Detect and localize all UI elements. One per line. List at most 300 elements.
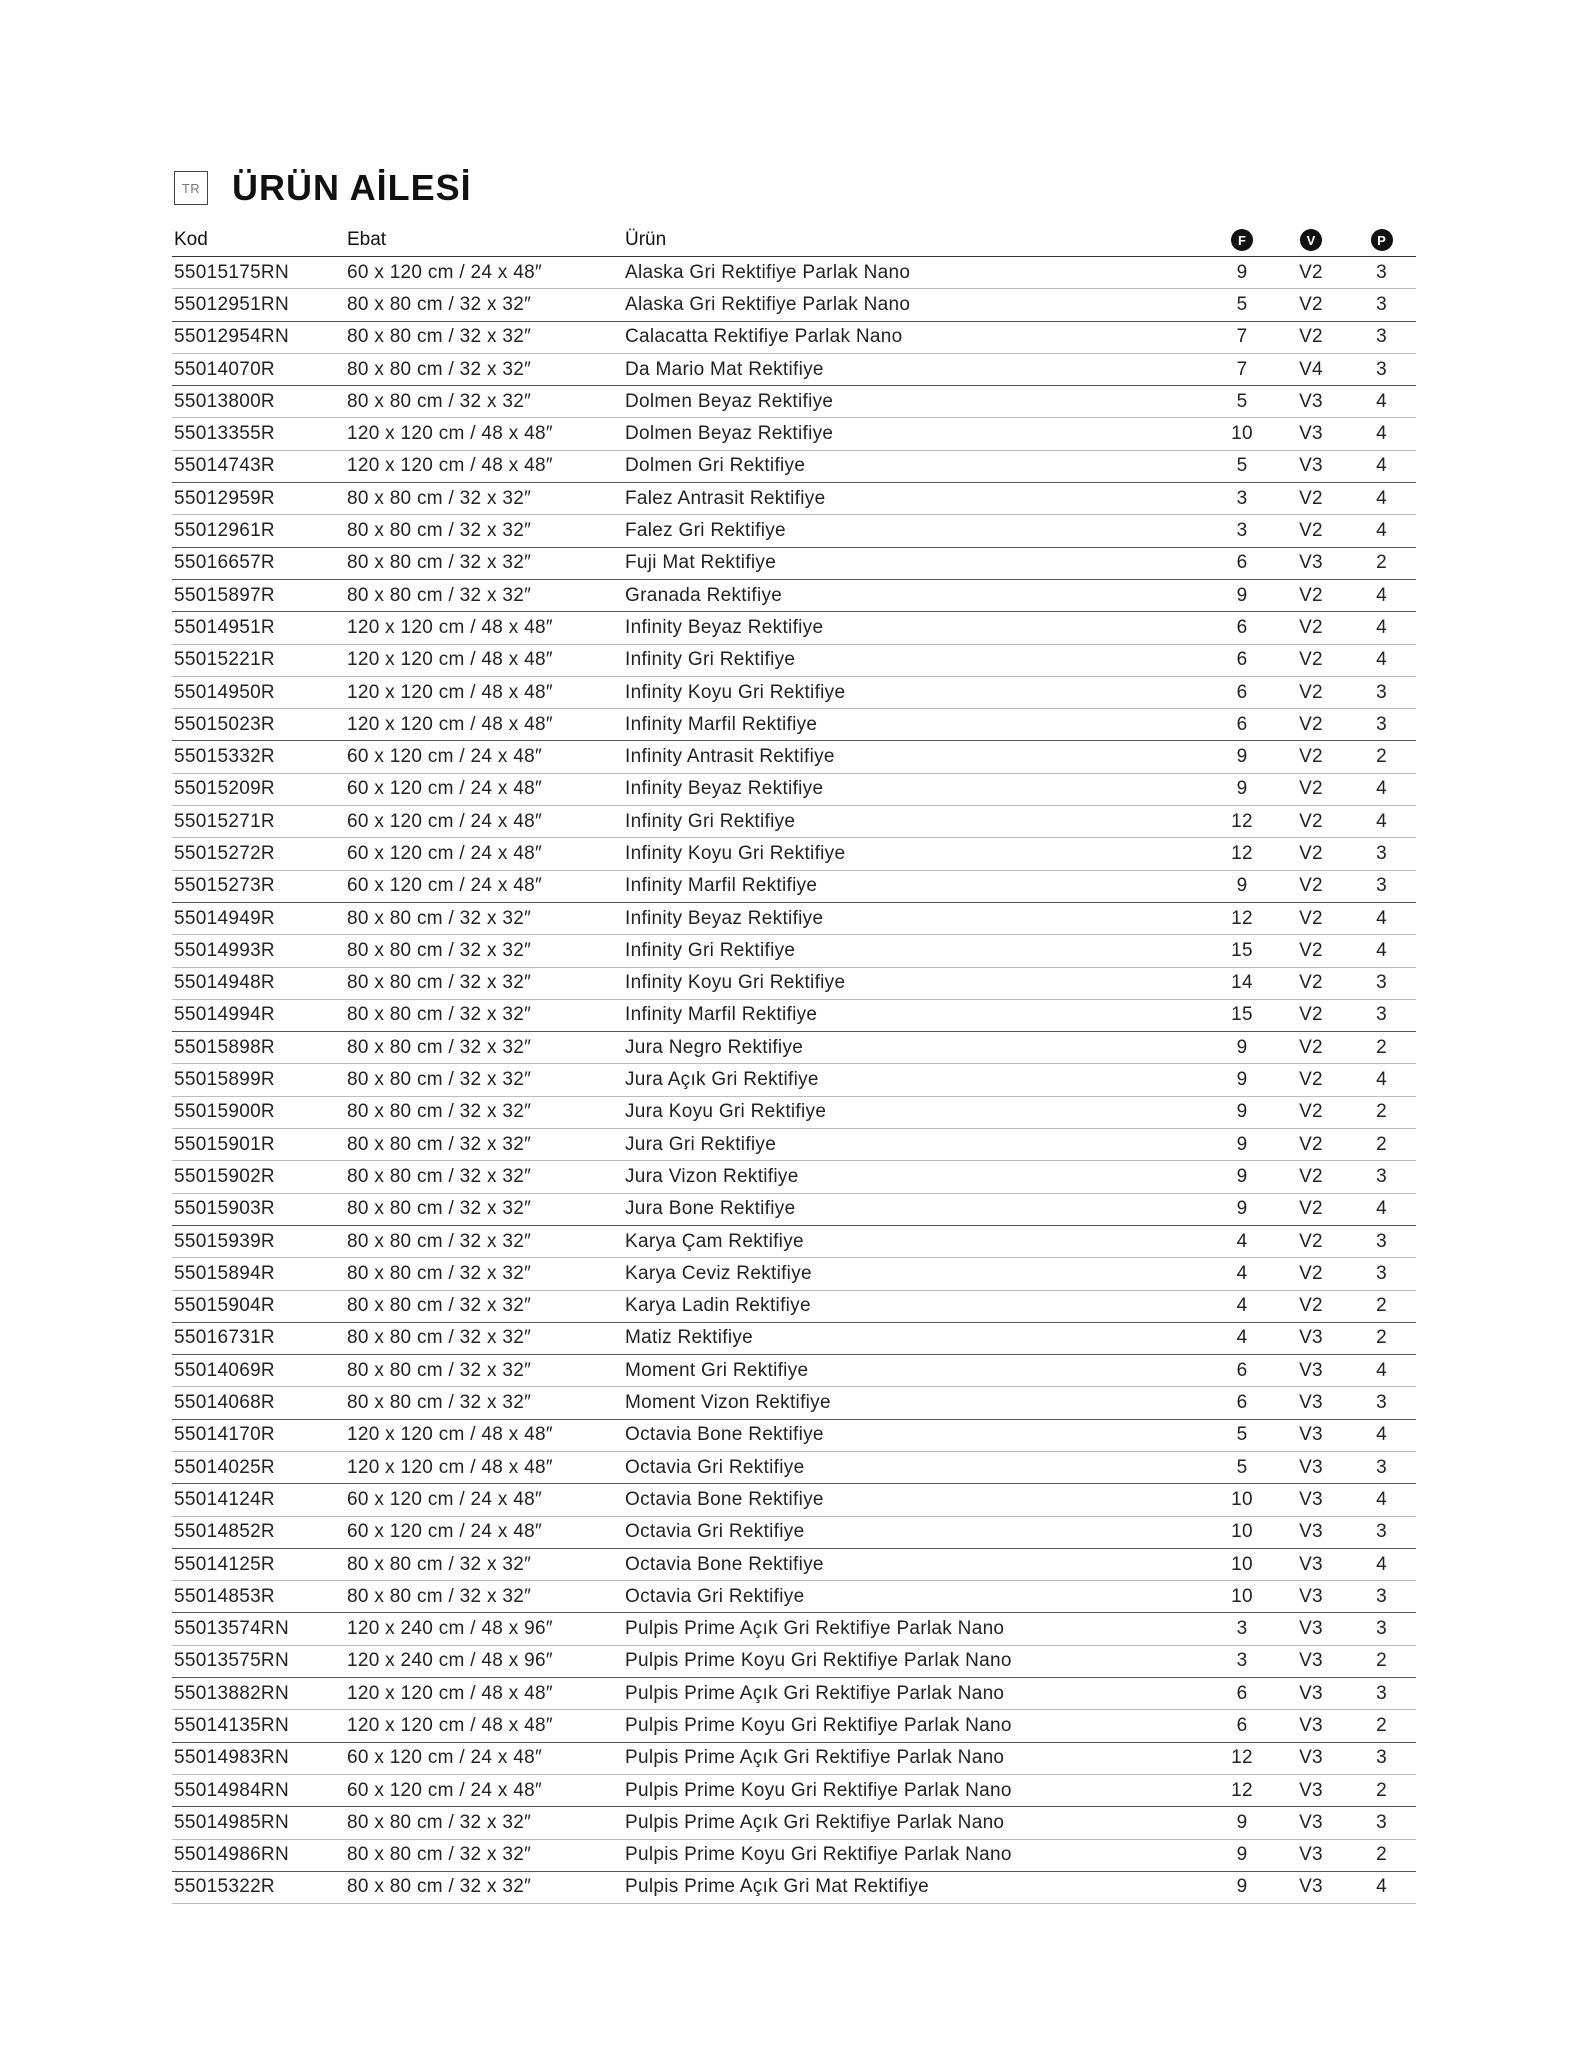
table-row — [172, 257, 1416, 289]
cell-product: Falez Antrasit Rektifiye — [623, 483, 1209, 515]
cell-f: 9 — [1209, 1129, 1275, 1161]
table-row — [172, 709, 1416, 741]
cell-v: V3 — [1275, 1839, 1347, 1871]
cell-p: 3 — [1347, 1742, 1416, 1774]
cell-size: 80 x 80 cm / 32 x 32″ — [345, 1096, 623, 1128]
cell-p: 3 — [1347, 870, 1416, 902]
cell-p: 3 — [1347, 321, 1416, 353]
cell-size: 80 x 80 cm / 32 x 32″ — [345, 386, 623, 418]
table-header-row — [172, 224, 1416, 257]
cell-size: 80 x 80 cm / 32 x 32″ — [345, 579, 623, 611]
cell-code: 55012951RN — [172, 289, 345, 321]
cell-size: 80 x 80 cm / 32 x 32″ — [345, 353, 623, 385]
cell-product: Fuji Mat Rektifiye — [623, 547, 1209, 579]
cell-v: V3 — [1275, 1451, 1347, 1483]
cell-code: 55015903R — [172, 1193, 345, 1225]
table-row — [172, 1484, 1416, 1516]
cell-v: V2 — [1275, 999, 1347, 1031]
cell-size: 80 x 80 cm / 32 x 32″ — [345, 321, 623, 353]
cell-v: V2 — [1275, 967, 1347, 999]
cell-product: Jura Gri Rektifiye — [623, 1129, 1209, 1161]
cell-v: V2 — [1275, 289, 1347, 321]
cell-v: V3 — [1275, 1322, 1347, 1354]
cell-product: Jura Bone Rektifiye — [623, 1193, 1209, 1225]
cell-v: V2 — [1275, 1096, 1347, 1128]
cell-code: 55015332R — [172, 741, 345, 773]
cell-v: V3 — [1275, 547, 1347, 579]
column-header-code: Kod — [172, 224, 345, 257]
cell-v: V2 — [1275, 935, 1347, 967]
table-row — [172, 353, 1416, 385]
cell-f: 9 — [1209, 1032, 1275, 1064]
cell-v: V3 — [1275, 1419, 1347, 1451]
cell-product: Falez Gri Rektifiye — [623, 515, 1209, 547]
cell-f: 14 — [1209, 967, 1275, 999]
cell-v: V2 — [1275, 1290, 1347, 1322]
cell-v: V2 — [1275, 483, 1347, 515]
cell-product: Octavia Bone Rektifiye — [623, 1548, 1209, 1580]
cell-p: 4 — [1347, 483, 1416, 515]
table-row — [172, 806, 1416, 838]
column-header-product: Ürün — [623, 224, 1209, 257]
cell-f: 12 — [1209, 806, 1275, 838]
cell-code: 55014853R — [172, 1581, 345, 1613]
column-header-size: Ebat — [345, 224, 623, 257]
cell-product: Pulpis Prime Açık Gri Mat Rektifiye — [623, 1871, 1209, 1903]
cell-f: 6 — [1209, 644, 1275, 676]
cell-p: 3 — [1347, 289, 1416, 321]
cell-product: Infinity Gri Rektifiye — [623, 935, 1209, 967]
page-title: ÜRÜN AİLESİ — [232, 167, 472, 208]
cell-size: 120 x 120 cm / 48 x 48″ — [345, 1678, 623, 1710]
cell-p: 3 — [1347, 1516, 1416, 1548]
cell-size: 80 x 80 cm / 32 x 32″ — [345, 1032, 623, 1064]
cell-size: 120 x 120 cm / 48 x 48″ — [345, 709, 623, 741]
cell-size: 120 x 120 cm / 48 x 48″ — [345, 450, 623, 482]
cell-f: 6 — [1209, 1387, 1275, 1419]
cell-f: 10 — [1209, 1581, 1275, 1613]
cell-code: 55015272R — [172, 838, 345, 870]
cell-size: 80 x 80 cm / 32 x 32″ — [345, 1064, 623, 1096]
cell-v: V3 — [1275, 1645, 1347, 1677]
cell-p: 2 — [1347, 1839, 1416, 1871]
cell-v: V3 — [1275, 1807, 1347, 1839]
cell-p: 2 — [1347, 1774, 1416, 1806]
cell-p: 4 — [1347, 1419, 1416, 1451]
cell-product: Dolmen Gri Rektifiye — [623, 450, 1209, 482]
cell-size: 80 x 80 cm / 32 x 32″ — [345, 935, 623, 967]
table-row — [172, 1355, 1416, 1387]
cell-f: 9 — [1209, 1839, 1275, 1871]
cell-f: 9 — [1209, 773, 1275, 805]
cell-code: 55014743R — [172, 450, 345, 482]
cell-p: 3 — [1347, 1613, 1416, 1645]
cell-v: V2 — [1275, 773, 1347, 805]
cell-p: 3 — [1347, 999, 1416, 1031]
table-row — [172, 1258, 1416, 1290]
cell-code: 55015175RN — [172, 257, 345, 289]
cell-f: 10 — [1209, 1548, 1275, 1580]
table-row — [172, 612, 1416, 644]
cell-f: 9 — [1209, 1096, 1275, 1128]
cell-size: 60 x 120 cm / 24 x 48″ — [345, 741, 623, 773]
cell-f: 12 — [1209, 838, 1275, 870]
cell-product: Pulpis Prime Koyu Gri Rektifiye Parlak Nano — [623, 1839, 1209, 1871]
cell-size: 80 x 80 cm / 32 x 32″ — [345, 289, 623, 321]
cell-code: 55015902R — [172, 1161, 345, 1193]
cell-code: 55015898R — [172, 1032, 345, 1064]
cell-p: 4 — [1347, 1193, 1416, 1225]
cell-p: 3 — [1347, 1678, 1416, 1710]
cell-product: Dolmen Beyaz Rektifiye — [623, 386, 1209, 418]
cell-product: Karya Ladin Rektifiye — [623, 1290, 1209, 1322]
cell-code: 55014949R — [172, 902, 345, 934]
cell-v: V2 — [1275, 1032, 1347, 1064]
cell-p: 4 — [1347, 1548, 1416, 1580]
cell-f: 9 — [1209, 1064, 1275, 1096]
cell-p: 3 — [1347, 1225, 1416, 1257]
cell-p: 3 — [1347, 709, 1416, 741]
cell-p: 2 — [1347, 547, 1416, 579]
cell-product: Octavia Bone Rektifiye — [623, 1484, 1209, 1516]
cell-product: Infinity Beyaz Rektifiye — [623, 902, 1209, 934]
table-row — [172, 1613, 1416, 1645]
cell-product: Infinity Marfil Rektifiye — [623, 870, 1209, 902]
cell-product: Pulpis Prime Açık Gri Rektifiye Parlak Nano — [623, 1678, 1209, 1710]
table-row — [172, 1710, 1416, 1742]
cell-size: 60 x 120 cm / 24 x 48″ — [345, 1774, 623, 1806]
cell-code: 55014950R — [172, 676, 345, 708]
cell-code: 55014124R — [172, 1484, 345, 1516]
cell-p: 3 — [1347, 1161, 1416, 1193]
cell-v: V3 — [1275, 386, 1347, 418]
cell-product: Karya Çam Rektifiye — [623, 1225, 1209, 1257]
table-row — [172, 483, 1416, 515]
cell-p: 4 — [1347, 515, 1416, 547]
cell-size: 120 x 120 cm / 48 x 48″ — [345, 1419, 623, 1451]
cell-size: 120 x 120 cm / 48 x 48″ — [345, 676, 623, 708]
cell-p: 3 — [1347, 353, 1416, 385]
cell-product: Jura Koyu Gri Rektifiye — [623, 1096, 1209, 1128]
cell-f: 9 — [1209, 870, 1275, 902]
cell-f: 3 — [1209, 1613, 1275, 1645]
cell-f: 9 — [1209, 1807, 1275, 1839]
cell-code: 55013574RN — [172, 1613, 345, 1645]
cell-code: 55015894R — [172, 1258, 345, 1290]
cell-code: 55012959R — [172, 483, 345, 515]
cell-product: Pulpis Prime Koyu Gri Rektifiye Parlak Nano — [623, 1645, 1209, 1677]
table-row — [172, 1387, 1416, 1419]
cell-product: Infinity Marfil Rektifiye — [623, 999, 1209, 1031]
table-row — [172, 1774, 1416, 1806]
cell-code: 55014852R — [172, 1516, 345, 1548]
cell-code: 55014069R — [172, 1355, 345, 1387]
table-row — [172, 644, 1416, 676]
cell-v: V3 — [1275, 1871, 1347, 1903]
cell-p: 2 — [1347, 741, 1416, 773]
table-row — [172, 1742, 1416, 1774]
cell-f: 6 — [1209, 709, 1275, 741]
table-row — [172, 1581, 1416, 1613]
table-row — [172, 289, 1416, 321]
cell-code: 55014068R — [172, 1387, 345, 1419]
table-row — [172, 741, 1416, 773]
cell-p: 2 — [1347, 1096, 1416, 1128]
cell-code: 55014135RN — [172, 1710, 345, 1742]
cell-v: V2 — [1275, 1064, 1347, 1096]
cell-code: 55015904R — [172, 1290, 345, 1322]
cell-v: V3 — [1275, 1387, 1347, 1419]
cell-product: Granada Rektifiye — [623, 579, 1209, 611]
cell-size: 80 x 80 cm / 32 x 32″ — [345, 1193, 623, 1225]
cell-f: 10 — [1209, 1516, 1275, 1548]
cell-v: V2 — [1275, 1129, 1347, 1161]
table-row — [172, 1161, 1416, 1193]
cell-f: 6 — [1209, 612, 1275, 644]
cell-f: 9 — [1209, 741, 1275, 773]
cell-f: 3 — [1209, 1645, 1275, 1677]
table-row — [172, 999, 1416, 1031]
cell-code: 55014170R — [172, 1419, 345, 1451]
table-row — [172, 1096, 1416, 1128]
cell-p: 2 — [1347, 1129, 1416, 1161]
cell-size: 80 x 80 cm / 32 x 32″ — [345, 483, 623, 515]
cell-v: V2 — [1275, 1161, 1347, 1193]
cell-f: 6 — [1209, 1355, 1275, 1387]
cell-product: Calacatta Rektifiye Parlak Nano — [623, 321, 1209, 353]
cell-code: 55014994R — [172, 999, 345, 1031]
cell-size: 80 x 80 cm / 32 x 32″ — [345, 1322, 623, 1354]
cell-product: Infinity Koyu Gri Rektifiye — [623, 838, 1209, 870]
cell-f: 6 — [1209, 547, 1275, 579]
cell-size: 120 x 240 cm / 48 x 96″ — [345, 1613, 623, 1645]
cell-f: 6 — [1209, 1678, 1275, 1710]
table-row — [172, 902, 1416, 934]
cell-size: 80 x 80 cm / 32 x 32″ — [345, 1161, 623, 1193]
cell-f: 12 — [1209, 902, 1275, 934]
table-row — [172, 579, 1416, 611]
f-circle-icon: F — [1231, 229, 1253, 251]
cell-size: 80 x 80 cm / 32 x 32″ — [345, 1581, 623, 1613]
cell-code: 55015322R — [172, 1871, 345, 1903]
cell-code: 55016657R — [172, 547, 345, 579]
cell-v: V2 — [1275, 644, 1347, 676]
cell-f: 9 — [1209, 1161, 1275, 1193]
cell-v: V2 — [1275, 709, 1347, 741]
table-row — [172, 321, 1416, 353]
cell-product: Dolmen Beyaz Rektifiye — [623, 418, 1209, 450]
column-header-f — [1209, 224, 1275, 257]
cell-f: 3 — [1209, 515, 1275, 547]
table-row — [172, 450, 1416, 482]
cell-f: 9 — [1209, 257, 1275, 289]
cell-v: V3 — [1275, 1581, 1347, 1613]
cell-v: V2 — [1275, 676, 1347, 708]
cell-f: 6 — [1209, 676, 1275, 708]
table-row — [172, 1032, 1416, 1064]
table-row — [172, 1419, 1416, 1451]
table-row — [172, 1645, 1416, 1677]
cell-p: 4 — [1347, 644, 1416, 676]
cell-v: V3 — [1275, 1613, 1347, 1645]
table-row — [172, 1322, 1416, 1354]
cell-v: V2 — [1275, 515, 1347, 547]
cell-v: V3 — [1275, 450, 1347, 482]
table-row — [172, 1807, 1416, 1839]
cell-product: Octavia Gri Rektifiye — [623, 1581, 1209, 1613]
cell-p: 4 — [1347, 1484, 1416, 1516]
table-row — [172, 1064, 1416, 1096]
table-row — [172, 838, 1416, 870]
cell-code: 55014125R — [172, 1548, 345, 1580]
table-row — [172, 515, 1416, 547]
cell-size: 120 x 120 cm / 48 x 48″ — [345, 644, 623, 676]
cell-code: 55014070R — [172, 353, 345, 385]
cell-p: 2 — [1347, 1290, 1416, 1322]
cell-size: 80 x 80 cm / 32 x 32″ — [345, 1129, 623, 1161]
cell-product: Alaska Gri Rektifiye Parlak Nano — [623, 289, 1209, 321]
cell-code: 55012954RN — [172, 321, 345, 353]
cell-size: 60 x 120 cm / 24 x 48″ — [345, 257, 623, 289]
cell-f: 9 — [1209, 1871, 1275, 1903]
cell-product: Infinity Gri Rektifiye — [623, 644, 1209, 676]
cell-p: 3 — [1347, 1451, 1416, 1483]
product-table-container — [172, 224, 1416, 1904]
cell-p: 3 — [1347, 838, 1416, 870]
cell-product: Infinity Gri Rektifiye — [623, 806, 1209, 838]
cell-product: Pulpis Prime Koyu Gri Rektifiye Parlak Nano — [623, 1710, 1209, 1742]
table-row — [172, 1193, 1416, 1225]
cell-v: V2 — [1275, 902, 1347, 934]
cell-code: 55015221R — [172, 644, 345, 676]
cell-v: V2 — [1275, 838, 1347, 870]
table-row — [172, 1548, 1416, 1580]
cell-size: 80 x 80 cm / 32 x 32″ — [345, 1225, 623, 1257]
cell-product: Jura Negro Rektifiye — [623, 1032, 1209, 1064]
cell-v: V2 — [1275, 321, 1347, 353]
cell-v: V3 — [1275, 1678, 1347, 1710]
table-row — [172, 1839, 1416, 1871]
cell-size: 80 x 80 cm / 32 x 32″ — [345, 547, 623, 579]
table-row — [172, 1129, 1416, 1161]
cell-size: 80 x 80 cm / 32 x 32″ — [345, 1387, 623, 1419]
table-row — [172, 935, 1416, 967]
table-row — [172, 1678, 1416, 1710]
cell-p: 3 — [1347, 1807, 1416, 1839]
cell-product: Karya Ceviz Rektifiye — [623, 1258, 1209, 1290]
cell-p: 4 — [1347, 773, 1416, 805]
table-row — [172, 547, 1416, 579]
cell-code: 55014984RN — [172, 1774, 345, 1806]
cell-product: Moment Vizon Rektifiye — [623, 1387, 1209, 1419]
cell-p: 3 — [1347, 967, 1416, 999]
product-table — [172, 224, 1416, 1904]
cell-p: 3 — [1347, 1258, 1416, 1290]
cell-code: 55015271R — [172, 806, 345, 838]
cell-product: Octavia Gri Rektifiye — [623, 1451, 1209, 1483]
cell-code: 55015209R — [172, 773, 345, 805]
cell-code: 55015900R — [172, 1096, 345, 1128]
table-row — [172, 967, 1416, 999]
cell-p: 2 — [1347, 1710, 1416, 1742]
cell-v: V3 — [1275, 1484, 1347, 1516]
table-row — [172, 386, 1416, 418]
cell-code: 55013575RN — [172, 1645, 345, 1677]
cell-code: 55015273R — [172, 870, 345, 902]
cell-v: V3 — [1275, 418, 1347, 450]
cell-product: Pulpis Prime Açık Gri Rektifiye Parlak Nano — [623, 1807, 1209, 1839]
cell-f: 6 — [1209, 1710, 1275, 1742]
table-row — [172, 1225, 1416, 1257]
cell-code: 55014983RN — [172, 1742, 345, 1774]
cell-size: 120 x 120 cm / 48 x 48″ — [345, 1710, 623, 1742]
cell-code: 55014025R — [172, 1451, 345, 1483]
cell-f: 5 — [1209, 386, 1275, 418]
table-row — [172, 676, 1416, 708]
cell-code: 55012961R — [172, 515, 345, 547]
cell-code: 55015023R — [172, 709, 345, 741]
cell-p: 4 — [1347, 386, 1416, 418]
cell-product: Infinity Koyu Gri Rektifiye — [623, 676, 1209, 708]
cell-p: 4 — [1347, 579, 1416, 611]
cell-size: 120 x 240 cm / 48 x 96″ — [345, 1645, 623, 1677]
cell-size: 80 x 80 cm / 32 x 32″ — [345, 902, 623, 934]
cell-product: Infinity Antrasit Rektifiye — [623, 741, 1209, 773]
cell-p: 4 — [1347, 612, 1416, 644]
cell-v: V3 — [1275, 1742, 1347, 1774]
cell-size: 60 x 120 cm / 24 x 48″ — [345, 1742, 623, 1774]
cell-p: 3 — [1347, 1581, 1416, 1613]
cell-code: 55014951R — [172, 612, 345, 644]
cell-v: V2 — [1275, 579, 1347, 611]
cell-p: 3 — [1347, 676, 1416, 708]
cell-f: 4 — [1209, 1322, 1275, 1354]
p-circle-icon: P — [1371, 229, 1393, 251]
cell-size: 120 x 120 cm / 48 x 48″ — [345, 612, 623, 644]
cell-product: Moment Gri Rektifiye — [623, 1355, 1209, 1387]
cell-product: Infinity Marfil Rektifiye — [623, 709, 1209, 741]
cell-size: 80 x 80 cm / 32 x 32″ — [345, 1548, 623, 1580]
cell-product: Jura Vizon Rektifiye — [623, 1161, 1209, 1193]
cell-f: 4 — [1209, 1258, 1275, 1290]
cell-v: V2 — [1275, 870, 1347, 902]
cell-v: V2 — [1275, 1225, 1347, 1257]
cell-product: Jura Açık Gri Rektifiye — [623, 1064, 1209, 1096]
cell-f: 4 — [1209, 1290, 1275, 1322]
cell-p: 3 — [1347, 1387, 1416, 1419]
cell-size: 80 x 80 cm / 32 x 32″ — [345, 1258, 623, 1290]
cell-size: 80 x 80 cm / 32 x 32″ — [345, 1807, 623, 1839]
cell-code: 55014985RN — [172, 1807, 345, 1839]
column-header-p — [1347, 224, 1416, 257]
cell-p: 4 — [1347, 806, 1416, 838]
cell-code: 55015939R — [172, 1225, 345, 1257]
cell-code: 55014986RN — [172, 1839, 345, 1871]
cell-f: 10 — [1209, 1484, 1275, 1516]
cell-p: 4 — [1347, 1064, 1416, 1096]
cell-code: 55013355R — [172, 418, 345, 450]
cell-f: 12 — [1209, 1742, 1275, 1774]
cell-v: V3 — [1275, 1548, 1347, 1580]
cell-size: 80 x 80 cm / 32 x 32″ — [345, 967, 623, 999]
cell-code: 55013800R — [172, 386, 345, 418]
cell-size: 80 x 80 cm / 32 x 32″ — [345, 1839, 623, 1871]
cell-product: Infinity Koyu Gri Rektifiye — [623, 967, 1209, 999]
cell-f: 7 — [1209, 321, 1275, 353]
cell-v: V3 — [1275, 1355, 1347, 1387]
cell-p: 4 — [1347, 1355, 1416, 1387]
cell-code: 55014948R — [172, 967, 345, 999]
